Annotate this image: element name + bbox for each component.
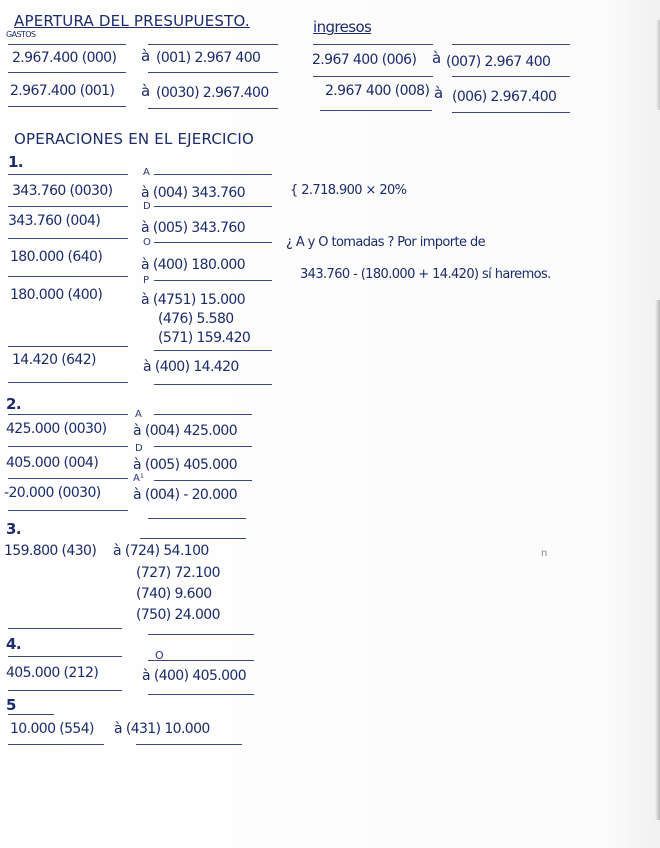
apertura-gastos-debit-2: 2.967.400 (001) <box>10 83 115 99</box>
op5-debit: 10.000 (554) <box>10 721 94 737</box>
rule <box>8 238 128 239</box>
rule <box>8 346 128 347</box>
apertura-ingresos-credit-1: (007) 2.967 400 <box>446 54 551 70</box>
op4-credit: à (400) 405.000 <box>142 668 247 684</box>
rule <box>320 110 432 111</box>
rule <box>154 206 272 207</box>
op1-credit-2: à (005) 343.760 <box>141 220 246 236</box>
operaciones-title: OPERACIONES EN EL EJERCICIO <box>14 130 254 148</box>
apertura-title: APERTURA DEL PRESUPUESTO. <box>14 12 250 30</box>
rule <box>8 690 122 691</box>
rule <box>154 174 272 175</box>
op3-debit: 159.800 (430) <box>4 543 97 559</box>
rule <box>148 108 278 109</box>
op5-credit: à (431) 10.000 <box>114 721 210 737</box>
stray-mark: n <box>541 548 547 559</box>
op1-extra-credit-1: (476) 5.580 <box>158 311 234 327</box>
op1-letter-d: D <box>143 201 151 212</box>
op1-note-line-2: 343.760 - (180.000 + 14.420) sí haremos. <box>300 267 551 282</box>
op1-debit-4: 180.000 (400) <box>10 287 103 303</box>
rule <box>8 744 104 745</box>
apertura-ingresos-a-1: à <box>432 49 441 67</box>
rule <box>148 634 254 635</box>
op2-credit-3: à (004) - 20.000 <box>133 487 238 503</box>
apertura-ingresos-a-2: à <box>434 84 443 102</box>
rule <box>8 478 128 479</box>
rule <box>8 206 128 207</box>
op2-number: 2. <box>6 395 21 413</box>
rule <box>452 112 570 113</box>
rule <box>452 44 570 45</box>
rule <box>8 106 126 107</box>
rule <box>8 382 128 383</box>
op3-credit-main: à (724) 54.100 <box>113 543 209 559</box>
op1-last-credit: à (400) 14.420 <box>143 359 239 375</box>
rule <box>140 538 246 539</box>
op3-extra-credit-3: (750) 24.000 <box>136 607 220 623</box>
rule <box>8 628 122 629</box>
rule <box>148 44 278 45</box>
op2-letter-a: A <box>135 409 142 420</box>
op2-debit-1: 425.000 (0030) <box>6 421 107 437</box>
op1-note-top: { 2.718.900 × 20% <box>290 183 407 198</box>
rule <box>8 174 128 175</box>
op1-credit-4: à (4751) 15.000 <box>141 292 246 308</box>
op4-number: 4. <box>6 635 21 653</box>
op1-note-line-1: ¿ A y O tomadas ? Por importe de <box>286 235 485 250</box>
rule <box>154 414 252 415</box>
op4-letter-o: O <box>155 649 164 662</box>
apertura-gastos-credit-2: (0030) 2.967.400 <box>156 85 269 101</box>
op2-letter-a1: A¹ <box>133 473 144 484</box>
op2-debit-3: -20.000 (0030) <box>4 485 101 501</box>
op2-debit-2: 405.000 (004) <box>6 455 99 471</box>
ingresos-title: ingresos <box>313 18 372 36</box>
op1-debit-3: 180.000 (640) <box>10 249 103 265</box>
rule <box>8 446 128 447</box>
op3-extra-credit-2: (740) 9.600 <box>136 586 212 602</box>
rule <box>8 414 128 415</box>
rule <box>8 72 126 73</box>
apertura-gastos-a-2: à <box>141 82 150 100</box>
rule <box>8 510 128 511</box>
rule <box>148 518 246 519</box>
op1-letter-a: A <box>143 167 150 178</box>
rule <box>8 276 128 277</box>
op3-number: 3. <box>6 520 21 538</box>
rule <box>154 446 252 447</box>
rule <box>154 480 252 481</box>
apertura-gastos-debit-1: 2.967.400 (000) <box>12 50 117 66</box>
op1-number: 1. <box>8 153 23 171</box>
op1-last-debit: 14.420 (642) <box>12 352 96 368</box>
page-edge-shadow-top <box>656 20 660 110</box>
op2-credit-2: à (005) 405.000 <box>133 457 238 473</box>
rule <box>154 350 272 351</box>
op5-number: 5 <box>6 696 16 714</box>
op1-credit-3: à (400) 180.000 <box>141 257 246 273</box>
rule <box>8 44 126 45</box>
apertura-ingresos-credit-2: (006) 2.967.400 <box>452 89 557 105</box>
apertura-ingresos-debit-1: 2.967 400 (006) <box>312 52 417 68</box>
op1-letter-o: O <box>143 237 151 248</box>
op1-extra-credit-2: (571) 159.420 <box>158 330 251 346</box>
rule <box>148 72 278 73</box>
rule <box>154 280 272 281</box>
op1-credit-1: à (004) 343.760 <box>141 185 246 201</box>
rule <box>136 744 242 745</box>
rule <box>8 656 122 657</box>
rule <box>154 384 272 385</box>
apertura-gastos-a-1: à <box>141 47 150 65</box>
rule <box>154 242 272 243</box>
op2-credit-1: à (004) 425.000 <box>133 423 238 439</box>
op2-letter-d: D <box>135 443 143 454</box>
op1-letter-p: P <box>143 275 150 286</box>
apertura-ingresos-debit-2: 2.967 400 (008) <box>325 83 430 99</box>
op1-debit-1: 343.760 (0030) <box>12 183 113 199</box>
gastos-subtitle: GASTOS <box>6 30 36 39</box>
op3-extra-credit-1: (727) 72.100 <box>136 565 220 581</box>
page-edge-shadow <box>655 300 660 820</box>
op4-debit: 405.000 (212) <box>6 665 99 681</box>
rule <box>313 76 433 77</box>
op1-debit-2: 343.760 (004) <box>8 213 101 229</box>
rule <box>8 714 54 715</box>
rule <box>313 44 433 45</box>
rule <box>148 694 254 695</box>
apertura-gastos-credit-1: (001) 2.967 400 <box>156 50 261 66</box>
rule <box>452 76 570 77</box>
